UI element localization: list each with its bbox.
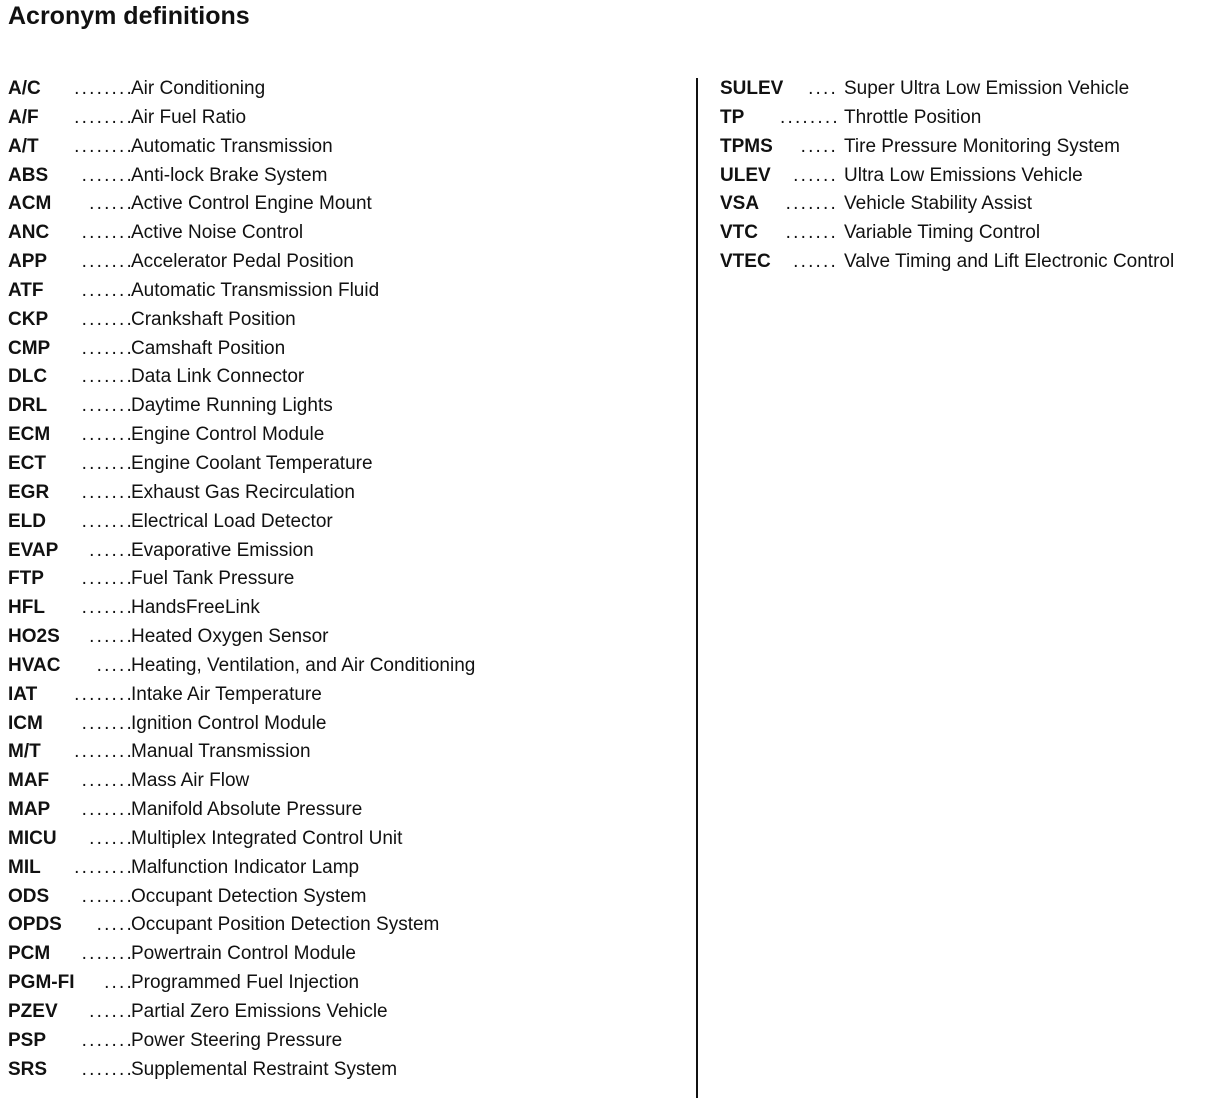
acronym-abbreviation: VTC [720,222,758,244]
dot-leader: ........ [74,741,134,763]
dot-leader: ........ [74,683,134,705]
acronym-abbreviation: M/T [8,741,41,763]
acronym-abbreviation: EGR [8,481,50,503]
acronym-definition: Variable Timing Control [844,222,1041,244]
acronym-definition: Exhaust Gas Recirculation [131,481,355,503]
dot-leader: ....... [81,279,134,301]
acronym-entry [8,218,668,247]
acronym-definition: Power Steering Pressure [131,1029,343,1051]
acronym-abbreviation: EVAP [8,539,59,561]
dot-leader: ....... [81,481,134,503]
acronym-definition: Engine Control Module [131,424,325,446]
acronym-definition: Occupant Detection System [131,885,367,907]
acronym-abbreviation: TP [720,106,745,128]
acronym-definition: Air Conditioning [131,78,266,99]
acronym-definition: Ignition Control Module [131,712,327,734]
acronym-entry [8,853,668,882]
acronym-abbreviation: ABS [8,164,49,186]
acronym-entry [8,737,668,766]
dot-leader: ..... [96,914,134,936]
acronym-abbreviation: A/F [8,106,39,128]
acronym-definition: Anti-lock Brake System [131,164,328,186]
acronym-entry [8,564,668,593]
acronym-abbreviation: A/T [8,135,39,157]
acronym-abbreviation: MICU [8,827,57,849]
acronym-definition: Daytime Running Lights [131,395,333,417]
acronym-entry [720,132,1210,161]
acronym-abbreviation: CKP [8,308,49,330]
acronym-definition: Intake Air Temperature [131,683,322,705]
dot-leader: ....... [81,885,134,907]
acronym-definition: Supplemental Restraint System [131,1058,398,1080]
acronym-abbreviation: SRS [8,1058,48,1080]
dot-leader: ...... [89,193,134,215]
acronym-abbreviation: ODS [8,885,50,907]
acronym-abbreviation: FTP [8,568,44,590]
acronym-abbreviation: IAT [8,683,38,705]
dot-leader: ...... [89,827,134,849]
acronym-entry [8,103,668,132]
acronym-entry [8,189,668,218]
acronym-abbreviation: ELD [8,510,46,532]
acronym-definition: Engine Coolant Temperature [131,452,373,474]
dot-leader: ...... [793,164,838,186]
acronym-definition: Occupant Position Detection System [131,914,440,936]
dot-leader: ........ [74,78,134,99]
dot-leader: ...... [793,251,838,273]
dot-leader: ....... [81,568,134,590]
acronym-definition: Tire Pressure Monitoring System [844,135,1120,157]
acronym-definition: Valve Timing and Lift Electronic Control [844,251,1175,273]
acronym-definition: Air Fuel Ratio [131,106,247,128]
acronym-list-left [8,74,668,1084]
acronym-entry [8,362,668,391]
acronym-abbreviation: ATF [8,279,44,301]
dot-leader: ....... [81,510,134,532]
dot-leader: ....... [81,164,134,186]
acronym-abbreviation: A/C [8,78,41,99]
dot-leader: ...... [89,1001,134,1022]
acronym-entry [8,420,668,449]
acronym-entry [8,680,668,709]
acronym-abbreviation: PGM-FI [8,972,75,994]
acronym-entry [8,882,668,911]
acronym-definition: Camshaft Position [131,337,286,359]
dot-leader: ....... [785,193,838,215]
acronym-entry [8,132,668,161]
acronym-entry [8,305,668,334]
dot-leader: ...... [89,539,134,561]
acronym-entry [8,391,668,420]
acronym-entry [8,939,668,968]
dot-leader: ....... [81,452,134,474]
acronym-entry [8,910,668,939]
acronym-entry [8,507,668,536]
acronym-abbreviation: ULEV [720,164,771,186]
dot-leader: ....... [81,1029,134,1051]
acronym-entry [8,449,668,478]
acronym-definition: Partial Zero Emissions Vehicle [131,1001,388,1022]
acronym-entry [8,247,668,276]
acronym-entry [8,334,668,363]
acronym-entry [8,766,668,795]
acronym-entry [8,161,668,190]
acronym-entry [8,1026,668,1055]
acronym-entry [8,622,668,651]
acronym-definition: Super Ultra Low Emission Vehicle [844,78,1130,99]
acronym-abbreviation: HO2S [8,626,60,648]
dot-leader: ........ [74,106,134,128]
acronym-abbreviation: PCM [8,943,51,965]
acronym-definition: Powertrain Control Module [131,943,356,965]
acronym-entry [720,189,1210,218]
acronym-entry [8,824,668,853]
dot-leader: ....... [81,337,134,359]
acronym-abbreviation: HVAC [8,654,61,676]
acronym-entry [8,997,668,1026]
dot-leader: ....... [81,222,134,244]
acronym-definition: Automatic Transmission Fluid [131,279,380,301]
acronym-definition: Mass Air Flow [131,770,250,792]
dot-leader: ....... [81,251,134,273]
dot-leader: ....... [81,770,134,792]
acronym-definition: Ultra Low Emissions Vehicle [844,164,1083,186]
acronym-abbreviation: ECT [8,452,46,474]
acronym-definition: Fuel Tank Pressure [131,568,295,590]
dot-leader: ....... [81,597,134,619]
acronym-entry [8,74,668,103]
acronym-definition: Accelerator Pedal Position [131,251,354,273]
acronym-abbreviation: TPMS [720,135,773,157]
acronym-definition: Active Control Engine Mount [131,193,372,215]
acronym-entry [720,218,1210,247]
acronym-definition: Electrical Load Detector [131,510,333,532]
acronym-entry [8,536,668,565]
acronym-abbreviation: PZEV [8,1001,58,1022]
acronym-abbreviation: PSP [8,1029,47,1051]
dot-leader: ........ [74,135,134,157]
acronym-entry [8,1055,668,1084]
acronym-definition: Manifold Absolute Pressure [131,799,363,821]
acronym-abbreviation: ICM [8,712,43,734]
acronym-abbreviation: SULEV [720,78,784,99]
column-divider [696,78,698,1098]
acronym-entry [8,593,668,622]
acronym-definition: Programmed Fuel Injection [131,972,360,994]
acronym-definition: Multiplex Integrated Control Unit [131,827,403,849]
acronym-definition: Automatic Transmission [131,135,333,157]
acronym-entry [8,709,668,738]
dot-leader: ....... [81,395,134,417]
dot-leader: ....... [81,1058,134,1080]
acronym-abbreviation: ACM [8,193,52,215]
acronym-definition: Data Link Connector [131,366,305,388]
dot-leader: .... [104,972,134,994]
dot-leader: ...... [89,626,134,648]
dot-leader: ....... [81,799,134,821]
acronym-definition: HandsFreeLink [131,597,260,619]
acronym-list-right [720,74,1210,276]
acronym-definition: Heated Oxygen Sensor [131,626,329,648]
acronym-abbreviation: VSA [720,193,760,215]
acronym-entry [720,247,1210,276]
acronym-definition: Heating, Ventilation, and Air Conditioning [131,654,476,676]
acronym-entry [720,74,1210,103]
acronym-definition: Active Noise Control [131,222,304,244]
dot-leader: ..... [96,654,134,676]
acronym-entry [8,651,668,680]
dot-leader: ....... [81,308,134,330]
acronym-definition: Manual Transmission [131,741,311,763]
dot-leader: ....... [81,424,134,446]
dot-leader: ....... [81,366,134,388]
acronym-abbreviation: CMP [8,337,51,359]
dot-leader: ....... [81,943,134,965]
acronym-abbreviation: ANC [8,222,50,244]
acronym-abbreviation: DRL [8,395,48,417]
dot-leader: ........ [74,856,134,878]
acronym-abbreviation: ECM [8,424,51,446]
dot-leader: ....... [785,222,838,244]
acronym-abbreviation: VTEC [720,251,771,273]
page-title: Acronym definitions [8,2,250,30]
dot-leader: ........ [780,106,840,128]
acronym-entry [8,795,668,824]
acronym-abbreviation: MAP [8,799,51,821]
acronym-definition: Evaporative Emission [131,539,314,561]
acronym-definition: Crankshaft Position [131,308,296,330]
acronym-entry [720,161,1210,190]
acronym-definition: Throttle Position [844,106,982,128]
acronym-abbreviation: DLC [8,366,48,388]
acronym-abbreviation: MIL [8,856,41,878]
acronym-definition: Malfunction Indicator Lamp [131,856,360,878]
dot-leader: ....... [81,712,134,734]
acronym-abbreviation: HFL [8,597,45,619]
dot-leader: ..... [800,135,838,157]
acronym-definition: Vehicle Stability Assist [844,193,1032,215]
acronym-entry [8,276,668,305]
acronym-entry [720,103,1210,132]
acronym-entry [8,968,668,997]
acronym-abbreviation: MAF [8,770,50,792]
dot-leader: .... [808,78,838,99]
acronym-abbreviation: OPDS [8,914,62,936]
acronym-abbreviation: APP [8,251,48,273]
acronym-entry [8,478,668,507]
